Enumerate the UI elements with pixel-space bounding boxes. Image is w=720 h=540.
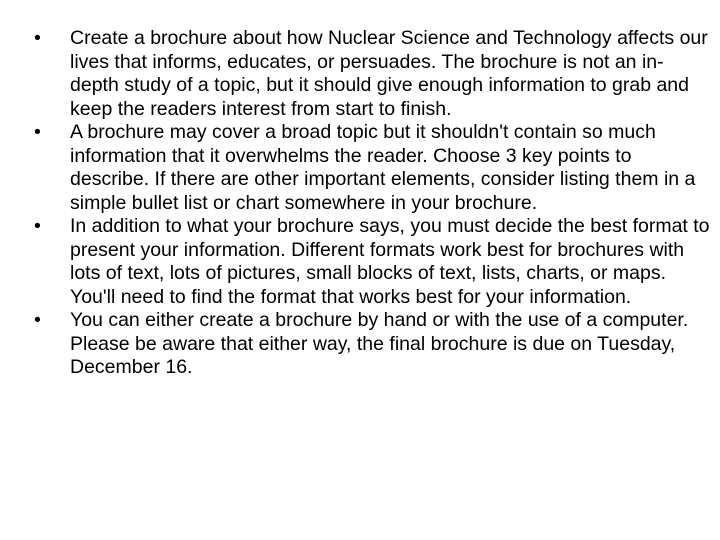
bullet-text: In addition to what your brochure says, you must decide the best format to present your information. Different formats work best for brochures with lots of text, lots of pictures, small blocks of text, lists, charts, or maps. You'll need to find the format that works best for your information. [70, 215, 710, 308]
bullet-list [34, 27, 710, 380]
bullet-icon: • [34, 309, 41, 331]
bullet-text: Create a brochure about how Nuclear Science and Technology affects our lives that informs, educates, or persuades. The brochure is not an in-depth study of a topic, but it should give enough information to grab and keep the readers interest from start to finish. [70, 27, 708, 120]
bullet-text: You can either create a brochure by hand or with the use of a computer. Please be aware that either way, the final brochure is due on Tuesday, December 16. [70, 309, 689, 378]
bullet-text: A brochure may cover a broad topic but it shouldn't contain so much information that it overwhelms the reader. Choose 3 key points to describe. If there are other important elements, consider listing them in a simple bullet list or chart somewhere in your brochure. [70, 121, 696, 214]
bullet-icon: • [34, 27, 41, 49]
bullet-item-broad-topic [34, 121, 710, 215]
bullet-item-due-date [34, 309, 710, 380]
bullet-icon: • [34, 121, 41, 143]
bullet-item-create-brochure [34, 27, 710, 121]
bullet-item-format [34, 215, 710, 309]
bullet-icon: • [34, 215, 41, 237]
